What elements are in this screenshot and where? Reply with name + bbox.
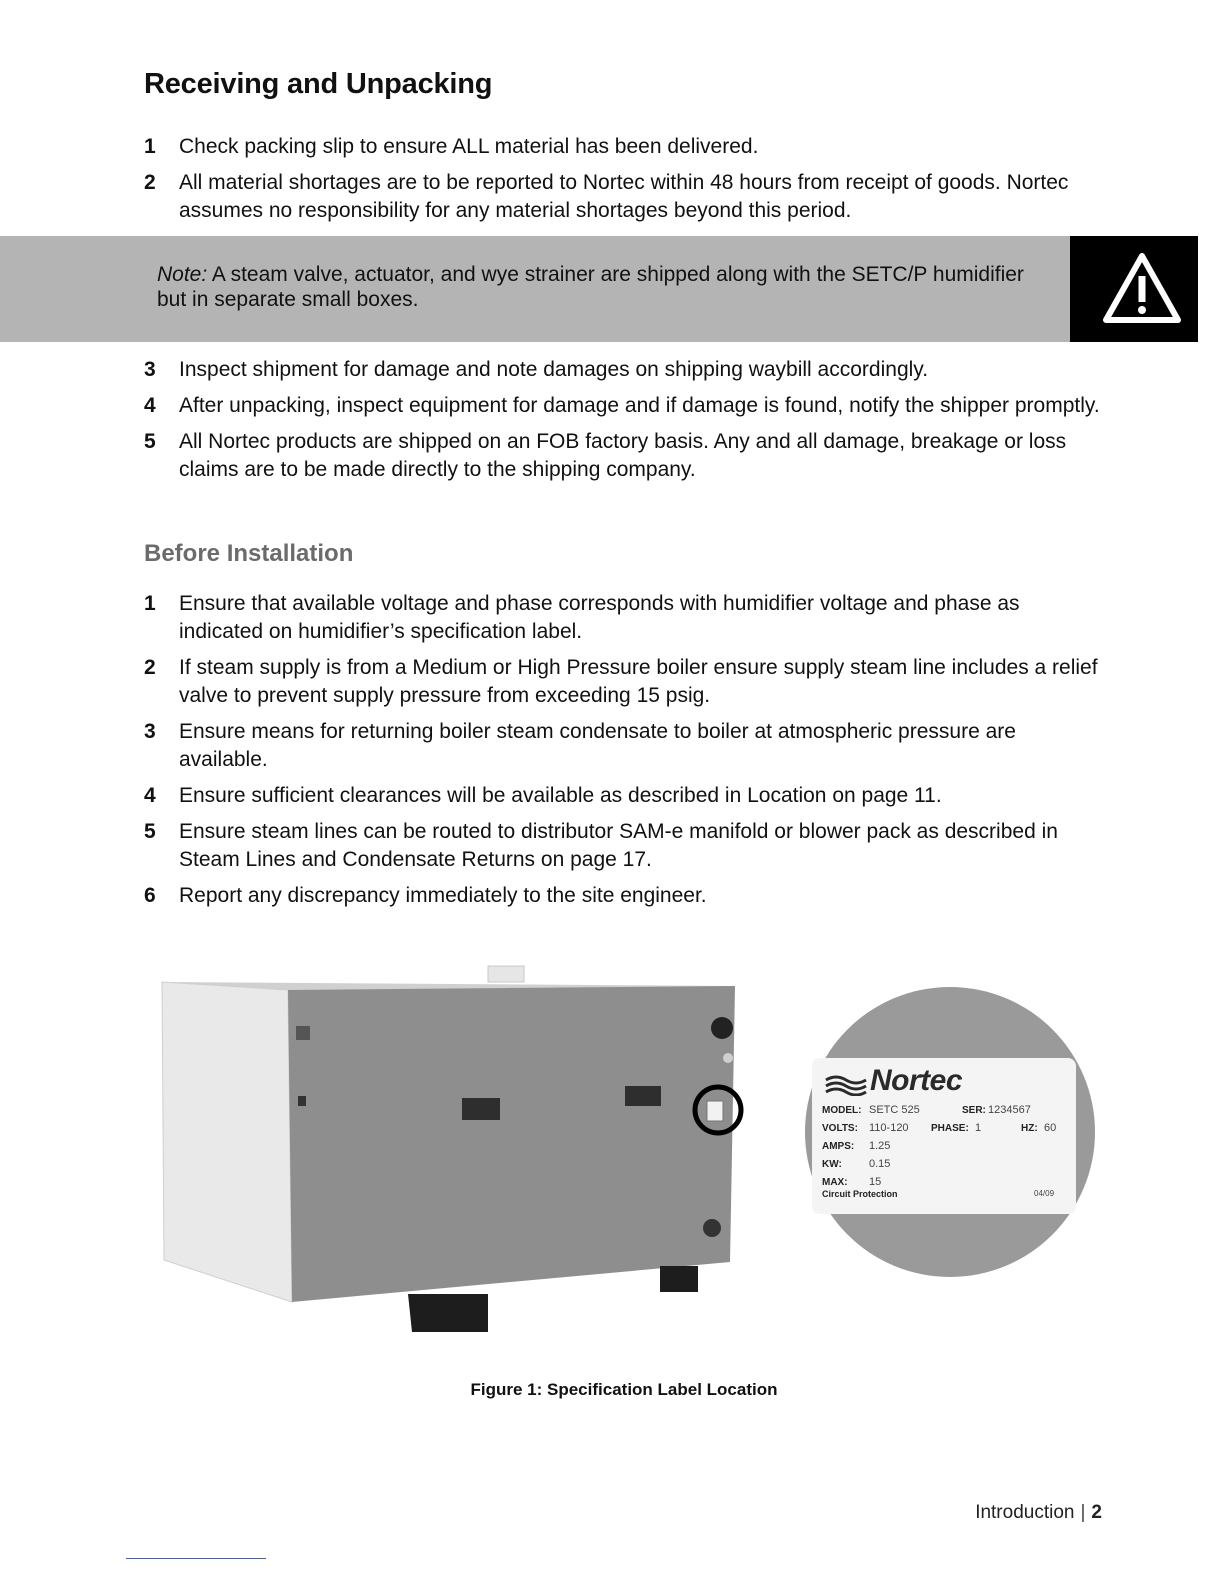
note-text: A steam valve, actuator, and wye strainer are shipped along with the SETC/P humidifier but in separate small boxes.	[157, 263, 1024, 311]
footer-section: Introduction	[975, 1502, 1075, 1523]
hz-label: HZ:	[1021, 1123, 1038, 1134]
volts-value: 110-120	[869, 1122, 909, 1134]
max-value: 15	[869, 1176, 882, 1188]
step-text: Report any discrepancy immediately to the site engineer.	[179, 884, 707, 907]
warning-triangle-icon	[1100, 250, 1184, 326]
model-value: SETC 525	[869, 1104, 920, 1116]
phase-value: 1	[975, 1122, 982, 1134]
nortec-logo-icon	[824, 1074, 868, 1096]
step-number: 5	[144, 430, 156, 453]
step-text: All Nortec products are shipped on an FOB factory basis. Any and all damage, breakage or loss claims are to be made directly to the shipping company.	[179, 430, 1067, 481]
step-number: 2	[144, 656, 156, 679]
list-item	[144, 392, 1104, 420]
step-number: 2	[144, 171, 156, 194]
footnote-rule	[126, 1558, 266, 1559]
receiving-steps-list-continued	[144, 356, 1104, 492]
step-text: After unpacking, inspect equipment for damage and if damage is found, notify the shipper promptly.	[179, 394, 1100, 417]
list-item	[144, 356, 1104, 384]
list-item	[144, 818, 1104, 874]
page-footer	[975, 1502, 1102, 1524]
brand-name: Nortec	[870, 1064, 963, 1097]
specification-label	[812, 1058, 1076, 1214]
step-number: 6	[144, 884, 156, 907]
max-label: MAX:	[822, 1177, 848, 1188]
list-item	[144, 133, 1104, 161]
list-item	[144, 718, 1104, 774]
footer-separator: |	[1080, 1502, 1086, 1523]
phase-label: PHASE:	[931, 1123, 969, 1134]
amps-label: AMPS:	[822, 1141, 855, 1152]
volts-label: VOLTS:	[822, 1123, 858, 1134]
step-number: 4	[144, 394, 156, 417]
step-text: Ensure steam lines can be routed to distributor SAM-e manifold or blower pack as described in Steam Lines and Condensate Returns on page 17.	[179, 820, 1058, 871]
step-number: 3	[144, 358, 156, 381]
note-label: Note:	[157, 263, 208, 286]
list-item	[144, 782, 1104, 810]
page-number: 2	[1091, 1502, 1102, 1523]
step-text: Ensure sufficient clearances will be available as described in Location on page 11.	[179, 784, 942, 807]
circuit-protection-label: Circuit Protection	[822, 1189, 898, 1199]
note-callout	[157, 262, 1037, 312]
step-number: 5	[144, 820, 156, 843]
step-number: 4	[144, 784, 156, 807]
list-item	[144, 169, 1104, 225]
serial-label: SER:	[962, 1105, 986, 1116]
serial-value: 1234567	[988, 1104, 1031, 1116]
amps-value: 1.25	[869, 1140, 891, 1152]
list-item	[144, 654, 1104, 710]
section-heading: Before Installation	[144, 540, 354, 567]
warning-box	[1070, 236, 1198, 342]
kw-label: KW:	[822, 1159, 842, 1170]
step-number: 1	[144, 135, 156, 158]
step-number: 3	[144, 720, 156, 743]
page-title: Receiving and Unpacking	[144, 68, 493, 100]
list-item	[144, 590, 1104, 646]
kw-value: 0.15	[869, 1158, 891, 1170]
receiving-steps-list	[144, 133, 1104, 233]
list-item	[144, 428, 1104, 484]
figure-caption: Figure 1: Specification Label Location	[470, 1380, 778, 1399]
step-number: 1	[144, 592, 156, 615]
step-text: Ensure means for returning boiler steam condensate to boiler at atmospheric pressure are available.	[179, 720, 1016, 771]
hz-value: 60	[1044, 1122, 1057, 1134]
step-text: All material shortages are to be reported to Nortec within 48 hours from receipt of goods. Nortec assumes no responsibility for any material shortages beyond this period.	[179, 171, 1069, 222]
model-label: MODEL:	[822, 1105, 862, 1116]
step-text: Inspect shipment for damage and note damages on shipping waybill accordingly.	[179, 358, 929, 381]
list-item	[144, 882, 1104, 910]
label-date: 04/09	[1034, 1189, 1055, 1198]
step-text: Ensure that available voltage and phase corresponds with humidifier voltage and phase as indicated on humidifier’s specification label.	[179, 592, 1020, 643]
before-installation-steps-list	[144, 590, 1104, 918]
step-text: Check packing slip to ensure ALL material has been delivered.	[179, 135, 759, 158]
step-text: If steam supply is from a Medium or High Pressure boiler ensure supply steam line includes a relief valve to prevent supply pressure from exceeding 15 psig.	[179, 656, 1098, 707]
